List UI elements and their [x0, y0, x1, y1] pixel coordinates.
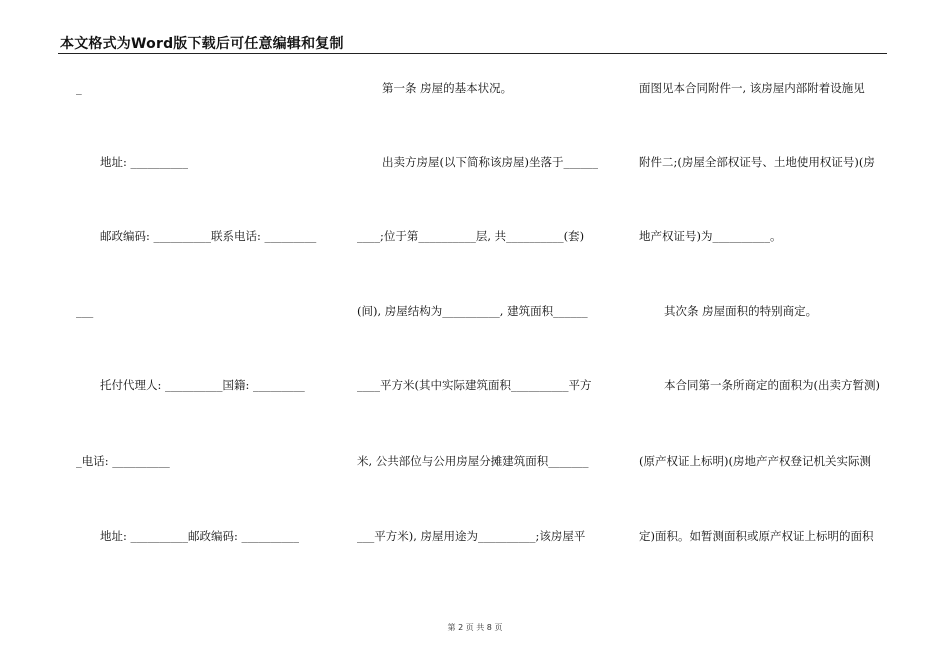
text-line: 附件二;(房屋全部权证号、土地使用权证号)(房 — [639, 155, 875, 169]
text-line: 出卖方房屋(以下简称该房屋)坐落于______ — [382, 155, 598, 169]
text-line: 第一条 房屋的基本状况。 — [382, 81, 513, 95]
text-line: _ — [76, 81, 82, 95]
page-number: 第 2 页 共 8 页 — [447, 623, 503, 632]
text-line: 托付代理人: __________国籍: _________ — [100, 378, 305, 392]
text-line: _电话: __________ — [76, 454, 170, 468]
middle-column — [340, 0, 620, 672]
text-line: 定)面积。如暂测面积或原产权证上标明的面积 — [639, 529, 874, 543]
text-line: 地址: __________ — [100, 155, 189, 169]
text-line: ____;位于第__________层, 共__________(套) — [357, 229, 585, 243]
text-line: 本合同第一条所商定的面积为(出卖方暂测) — [664, 378, 880, 392]
right-column — [620, 0, 920, 672]
text-line: 面图见本合同附件一, 该房屋内部附着设施见 — [639, 81, 865, 95]
text-line: ___ — [76, 304, 94, 318]
text-line: (间), 房屋结构为__________, 建筑面积______ — [357, 304, 588, 318]
text-line: (原产权证上标明)(房地产产权登记机关实际测 — [639, 454, 871, 468]
left-column — [0, 0, 340, 672]
text-line: 地产权证号)为__________。 — [639, 229, 782, 243]
text-line: 地址: __________邮政编码: __________ — [100, 529, 300, 543]
text-line: 其次条 房屋面积的特别商定。 — [664, 304, 818, 318]
text-line: ____平方米(其中实际建筑面积__________平方 — [357, 378, 592, 392]
header-title: 本文格式为Word版下载后可任意编辑和复制 — [60, 36, 344, 52]
text-line: 米, 公共部位与公用房屋分摊建筑面积_______ — [357, 454, 589, 468]
text-line: ___平方米), 房屋用途为__________;该房屋平 — [357, 529, 586, 543]
text-line: 邮政编码: __________联系电话: _________ — [100, 229, 317, 243]
